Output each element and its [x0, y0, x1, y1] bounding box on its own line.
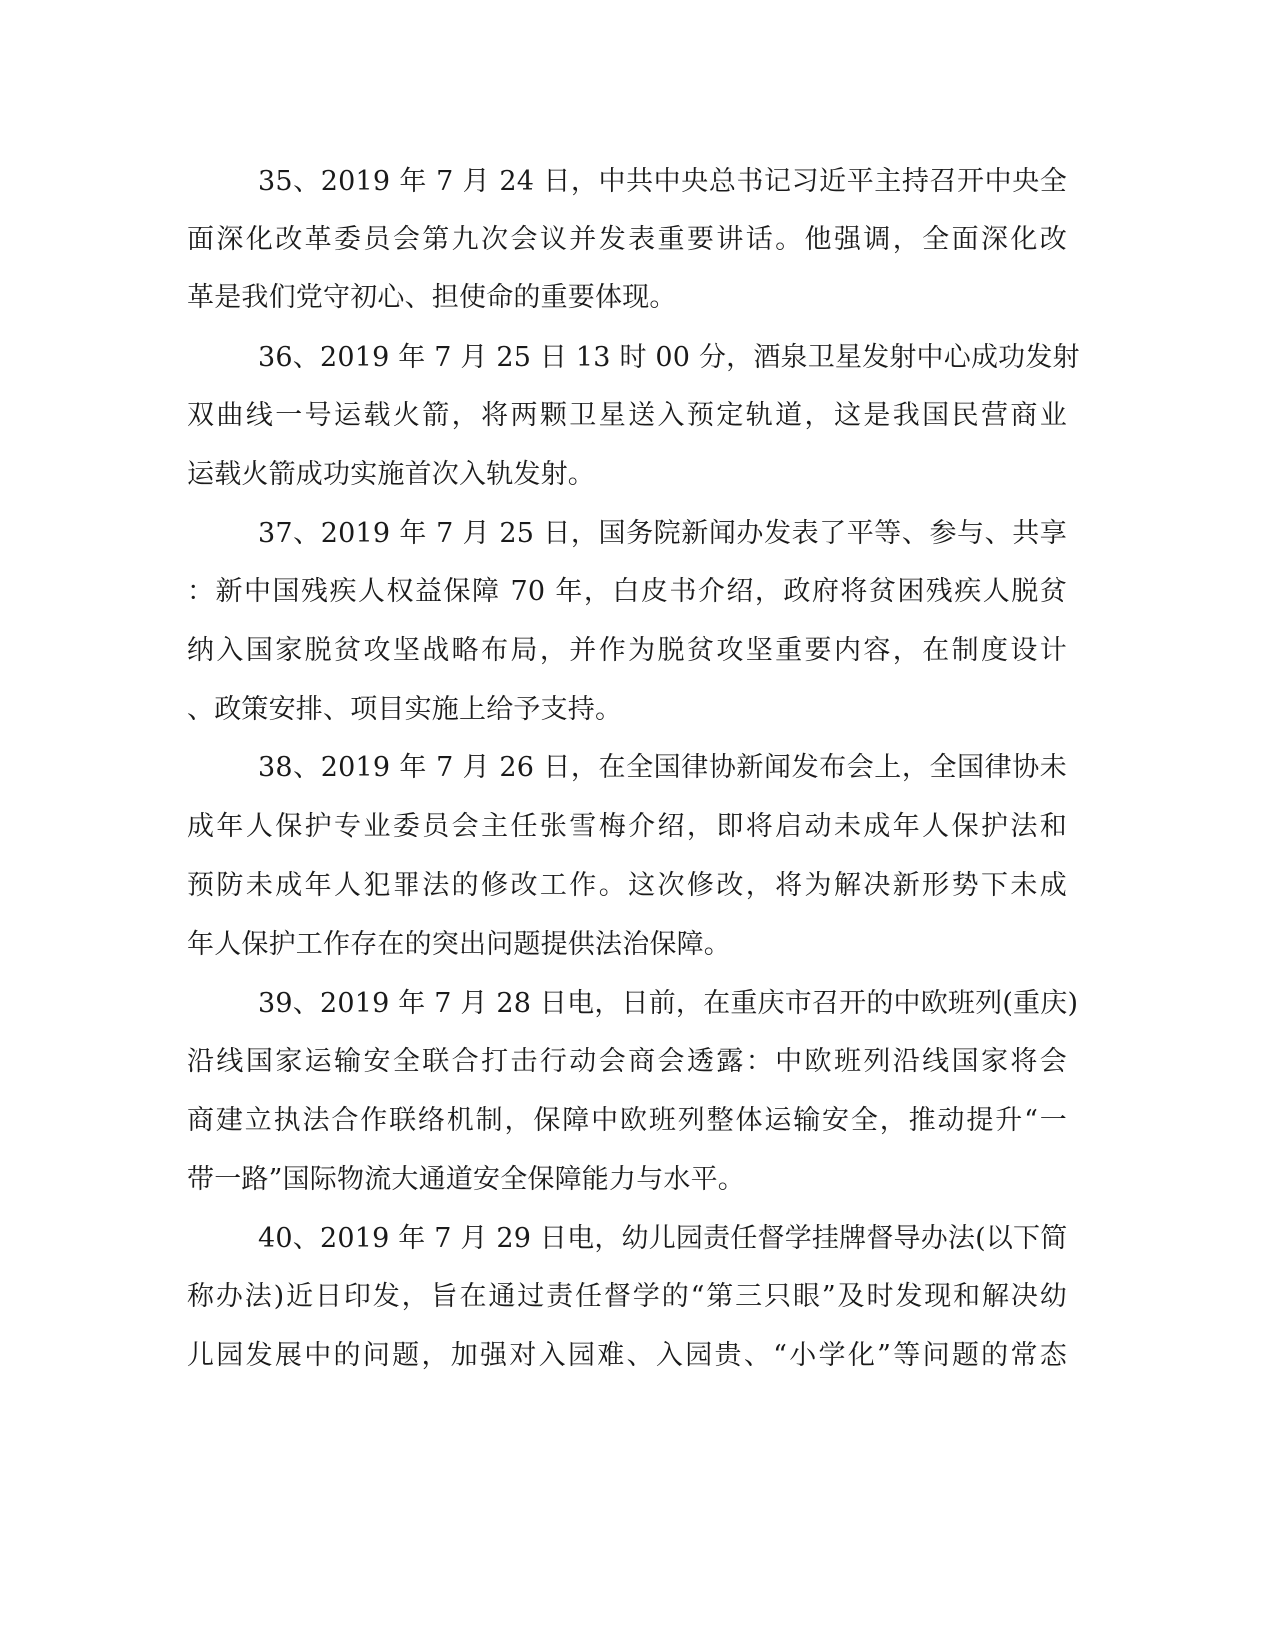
paragraph-38-line-3: 预防未成年人犯罪法的修改工作。这次修改，将为解决新形势下未成	[187, 870, 1067, 901]
paragraph-36-line-3: 运载火箭成功实施首次入轨发射。	[187, 459, 595, 490]
paragraph-40-line-1: 40、2019 年 7 月 29 日电，幼儿园责任督学挂牌督导办法(以下简	[258, 1223, 1068, 1254]
paragraph-39-line-4: 带一路”国际物流大通道安全保障能力与水平。	[187, 1164, 746, 1195]
paragraph-40-line-3: 儿园发展中的问题，加强对入园难、入园贵、“小学化”等问题的常态	[187, 1340, 1067, 1371]
paragraph-35-line-1: 35、2019 年 7 月 24 日，中共中央总书记习近平主持召开中央全	[258, 166, 1067, 197]
paragraph-36-line-2: 双曲线一号运载火箭，将两颗卫星送入预定轨道，这是我国民营商业	[187, 400, 1067, 431]
paragraph-39-line-2: 沿线国家运输安全联合打击行动会商会透露：中欧班列沿线国家将会	[187, 1046, 1067, 1077]
paragraph-35-line-3: 革是我们党守初心、担使命的重要体现。	[187, 282, 677, 313]
paragraph-35-line-2: 面深化改革委员会第九次会议并发表重要讲话。他强调，全面深化改	[187, 224, 1067, 255]
paragraph-36-line-1: 36、2019 年 7 月 25 日 13 时 00 分，酒泉卫星发射中心成功发射	[258, 342, 1080, 373]
paragraph-38-line-1: 38、2019 年 7 月 26 日，在全国律协新闻发布会上，全国律协未	[258, 752, 1067, 783]
paragraph-38-line-2: 成年人保护专业委员会主任张雪梅介绍，即将启动未成年人保护法和	[187, 811, 1067, 842]
paragraph-37-line-2: ：新中国残疾人权益保障 70 年，白皮书介绍，政府将贫困残疾人脱贫	[187, 576, 1067, 607]
paragraph-37-line-3: 纳入国家脱贫攻坚战略布局，并作为脱贫攻坚重要内容，在制度设计	[187, 635, 1067, 666]
paragraph-39-line-3: 商建立执法合作联络机制，保障中欧班列整体运输安全，推动提升“一	[187, 1105, 1067, 1136]
paragraph-40-line-2: 称办法)近日印发，旨在通过责任督学的“第三只眼”及时发现和解决幼	[187, 1281, 1067, 1312]
paragraph-37-line-1: 37、2019 年 7 月 25 日，国务院新闻办发表了平等、参与、共享	[258, 518, 1067, 549]
paragraph-38-line-4: 年人保护工作存在的突出问题提供法治保障。	[187, 929, 731, 960]
paragraph-37-line-4: 、政策安排、项目实施上给予支持。	[187, 694, 623, 725]
paragraph-39-line-1: 39、2019 年 7 月 28 日电，日前，在重庆市召开的中欧班列(重庆)	[258, 988, 1079, 1019]
